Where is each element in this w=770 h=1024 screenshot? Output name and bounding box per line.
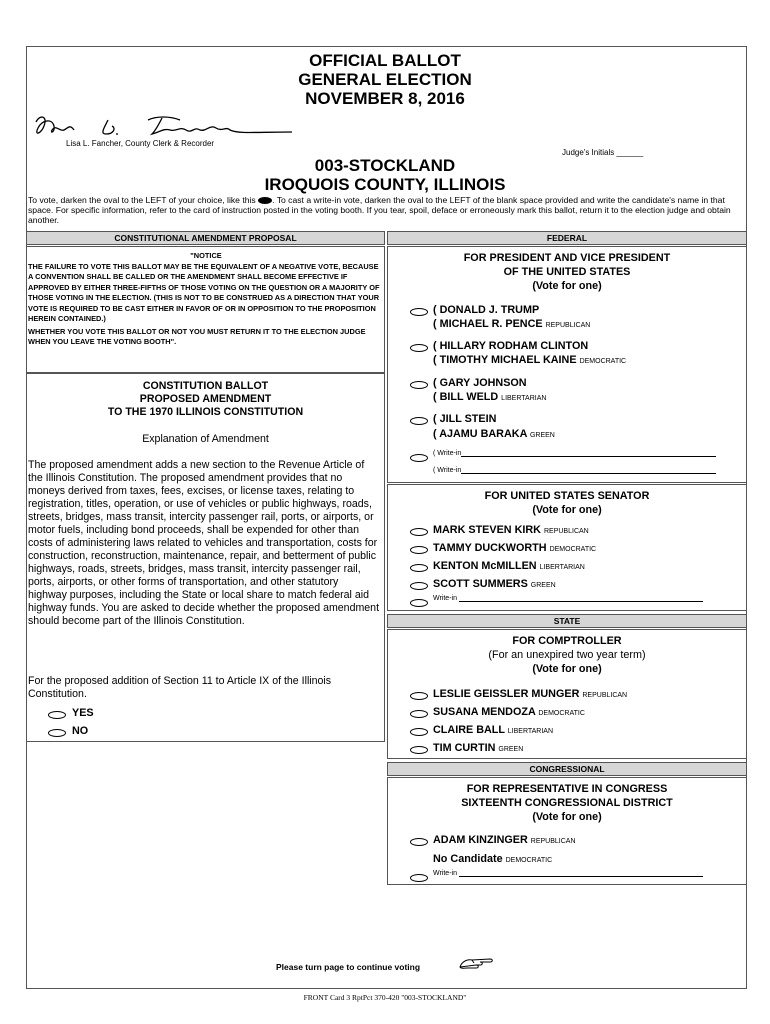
vote-oval-johnson-weld[interactable] xyxy=(410,381,428,389)
senator-title: FOR UNITED STATES SENATOR xyxy=(484,490,650,502)
president-writein-1[interactable]: ( Write-in xyxy=(433,449,716,457)
president-title-1: FOR PRESIDENT AND VICE PRESIDENT xyxy=(463,252,671,264)
notice-title: "NOTICE xyxy=(190,251,222,260)
amendment-question: For the proposed addition of Section 11 to Article IX of the Illinois Constitution. xyxy=(28,675,332,700)
party-label: REPUBLICAN xyxy=(543,528,589,535)
candidate-kinzinger: ADAM KINZINGER REPUBLICAN xyxy=(433,834,576,846)
vote-oval-duckworth[interactable] xyxy=(410,546,428,554)
county-name: IROQUOIS COUNTY, ILLINOIS xyxy=(264,175,506,194)
senator-writein[interactable]: Write-in xyxy=(433,594,703,602)
vote-oval-senator-writein[interactable] xyxy=(410,599,428,607)
representative-title-2: SIXTEENTH CONGRESSIONAL DISTRICT xyxy=(461,797,673,809)
vote-oval-kinzinger[interactable] xyxy=(410,838,428,846)
candidate-stein: ( JILL STEIN xyxy=(433,413,497,425)
ballot-title-1: CONSTITUTION BALLOT xyxy=(142,380,269,392)
president-title-2: OF THE UNITED STATES xyxy=(503,266,631,278)
vote-oval-curtin[interactable] xyxy=(410,746,428,754)
candidate-ball: CLAIRE BALL LIBERTARIAN xyxy=(433,724,554,736)
party-label: REPUBLICAN xyxy=(582,692,628,699)
continue-voting-note: Please turn page to continue voting xyxy=(276,962,421,972)
vote-oval-kirk[interactable] xyxy=(410,528,428,536)
candidate-clinton: ( HILLARY RODHAM CLINTON xyxy=(433,340,589,352)
candidate-weld: ( BILL WELD LIBERTARIAN xyxy=(433,391,547,403)
party-label: DEMOCRATIC xyxy=(538,710,585,717)
pointing-hand-icon xyxy=(458,955,494,971)
vote-oval-ball[interactable] xyxy=(410,728,428,736)
vote-oval-clinton-kaine[interactable] xyxy=(410,344,428,352)
candidate-kaine: ( TIMOTHY MICHAEL KAINE DEMOCRATIC xyxy=(433,354,627,366)
president-vote-for: (Vote for one) xyxy=(532,280,602,292)
precinct-name: 003-STOCKLAND xyxy=(314,156,456,175)
card-identifier: FRONT Card 3 RptPct 370-420 "003-STOCKLAND" xyxy=(303,993,467,1002)
vote-oval-summers[interactable] xyxy=(410,582,428,590)
party-label: GREEN xyxy=(530,582,556,589)
vote-oval-munger[interactable] xyxy=(410,692,428,700)
vote-oval-mendoza[interactable] xyxy=(410,710,428,718)
vote-oval-representative-writein[interactable] xyxy=(410,874,428,882)
party-republican: REPUBLICAN xyxy=(545,322,591,329)
option-no: NO xyxy=(72,725,89,737)
notice-paragraph-2: WHETHER YOU VOTE THIS BALLOT OR NOT YOU MUST RETURN IT TO THE ELECTION JUDGE WHEN YOU LEAVE THE VOTING BOOTH". xyxy=(28,326,366,346)
explanation-title: Explanation of Amendment xyxy=(142,433,269,445)
candidate-mendoza: SUSANA MENDOZA DEMOCRATIC xyxy=(433,706,585,718)
ballot-title-3: TO THE 1970 ILLINOIS CONSTITUTION xyxy=(107,406,304,418)
candidate-johnson: ( GARY JOHNSON xyxy=(433,377,527,389)
candidate-pence: ( MICHAEL R. PENCE REPUBLICAN xyxy=(433,318,591,330)
party-label: REPUBLICAN xyxy=(530,838,576,845)
vote-oval-stein-baraka[interactable] xyxy=(410,417,428,425)
filled-oval-example-icon xyxy=(258,197,272,204)
party-label: DEMOCRATIC xyxy=(549,546,597,553)
candidate-baraka: ( AJAMU BARAKA GREEN xyxy=(433,428,555,440)
comptroller-title: FOR COMPTROLLER xyxy=(512,635,622,647)
vote-oval-yes[interactable] xyxy=(48,711,66,719)
vote-oval-trump-pence[interactable] xyxy=(410,308,428,316)
notice-text xyxy=(28,251,384,348)
section-header-constitutional: CONSTITUTIONAL AMENDMENT PROPOSAL xyxy=(26,231,385,245)
no-candidate-democratic: No Candidate DEMOCRATIC xyxy=(433,853,553,865)
vote-oval-mcmillen[interactable] xyxy=(410,564,428,572)
candidate-summers: SCOTT SUMMERS GREEN xyxy=(433,578,556,590)
party-libertarian: LIBERTARIAN xyxy=(501,395,547,402)
candidate-mcmillen: KENTON McMILLEN LIBERTARIAN xyxy=(433,560,585,572)
candidate-kirk: MARK STEVEN KIRK REPUBLICAN xyxy=(433,524,589,536)
notice-paragraph-1: THE FAILURE TO VOTE THIS BALLOT MAY BE THE EQUIVALENT OF A NEGATIVE VOTE, BECAUSE A CONVENTION SHALL BE CALLED OR THE AMENDMENT SHALL BECOME EFFECTIVE IF APPROVED BY EITHER THREE-FIFTHS OF THOSE VOTING ON THE QUESTION OR A MAJORITY OF THOSE VOTING IN THE ELECTION. (THIS IS NOT TO BE CONSTRUED AS A DIRECTION THAT YOUR VOTE IS REQUIRED TO BE CAST EITHER IN FAVOR OF OR IN OPPOSITION TO THE PROPOSITION HEREIN CONTAINED.) xyxy=(28,261,380,323)
candidate-curtin: TIM CURTIN GREEN xyxy=(433,742,524,754)
option-yes: YES xyxy=(72,707,94,719)
party-label: GREEN xyxy=(498,746,524,753)
party-label: LIBERTARIAN xyxy=(507,728,554,735)
comptroller-vote-for: (Vote for one) xyxy=(532,663,602,675)
vote-oval-no[interactable] xyxy=(48,729,66,737)
candidate-duckworth: TAMMY DUCKWORTH DEMOCRATIC xyxy=(433,542,597,554)
judges-initials: Judge's Initials ______ xyxy=(562,148,644,157)
amendment-explanation: The proposed amendment adds a new section to the Revenue Article of the Illinois Constitution. The proposed amendment provides that no moneys derived from taxes, fees, excises, or license taxes, relating to registration, titles, operation, or use of vehicles or public highways, roads, streets, bridges, mass transit, intercity passenger rail, ports, or airports, or motor fuels, including bond proceeds, shall be expended for other than costs of administering laws related to vehicles and transportation, costs for construction, reconstruction, maintenance, repair, and betterment of public highways, roads, streets, bridges, mass transit, intercity passenger rail, ports, airports, or other forms of transportation, and other statutory highway purposes, including the State or local share to match federal aid highway funds. You are asked to decide whether the proposed amendment should become part of the Illinois Constitution. xyxy=(28,459,380,627)
ballot-title-line-3: NOVEMBER 8, 2016 xyxy=(305,89,465,108)
section-header-congressional: CONGRESSIONAL xyxy=(387,762,747,776)
president-writein-2[interactable]: ( Write-in xyxy=(433,466,716,474)
vote-oval-president-writein[interactable] xyxy=(410,454,428,462)
representative-vote-for: (Vote for one) xyxy=(532,811,602,823)
comptroller-term: (For an unexpired two year term) xyxy=(488,649,646,661)
party-label: LIBERTARIAN xyxy=(539,564,585,571)
senator-vote-for: (Vote for one) xyxy=(532,504,602,516)
representative-title-1: FOR REPRESENTATIVE IN CONGRESS xyxy=(466,783,668,795)
section-header-federal: FEDERAL xyxy=(387,231,747,245)
party-label: DEMOCRATIC xyxy=(505,857,553,864)
voting-instructions: To vote, darken the oval to the LEFT of your choice, like this . To cast a write-in vote, darken the oval to the LEFT of the blank space provided and write the candidate's name in that space. For specific information, refer to the card of instruction posted in the voting booth. If you tear, spoil, deface or erroneously mark this ballot, return it to the election judge and obtain another. xyxy=(28,195,731,225)
section-header-state: STATE xyxy=(387,614,747,628)
representative-writein[interactable]: Write-in xyxy=(433,869,703,877)
candidate-munger: LESLIE GEISSLER MUNGER REPUBLICAN xyxy=(433,688,628,700)
ballot-title-2: PROPOSED AMENDMENT xyxy=(139,393,272,405)
candidate-trump: ( DONALD J. TRUMP xyxy=(433,304,540,316)
clerk-name: Lisa L. Fancher, County Clerk & Recorder xyxy=(66,139,215,148)
ballot-title-line-2: GENERAL ELECTION xyxy=(298,70,472,89)
party-democratic: DEMOCRATIC xyxy=(579,358,627,365)
party-green: GREEN xyxy=(529,432,555,439)
ballot-title-line-1: OFFICIAL BALLOT xyxy=(309,51,461,70)
